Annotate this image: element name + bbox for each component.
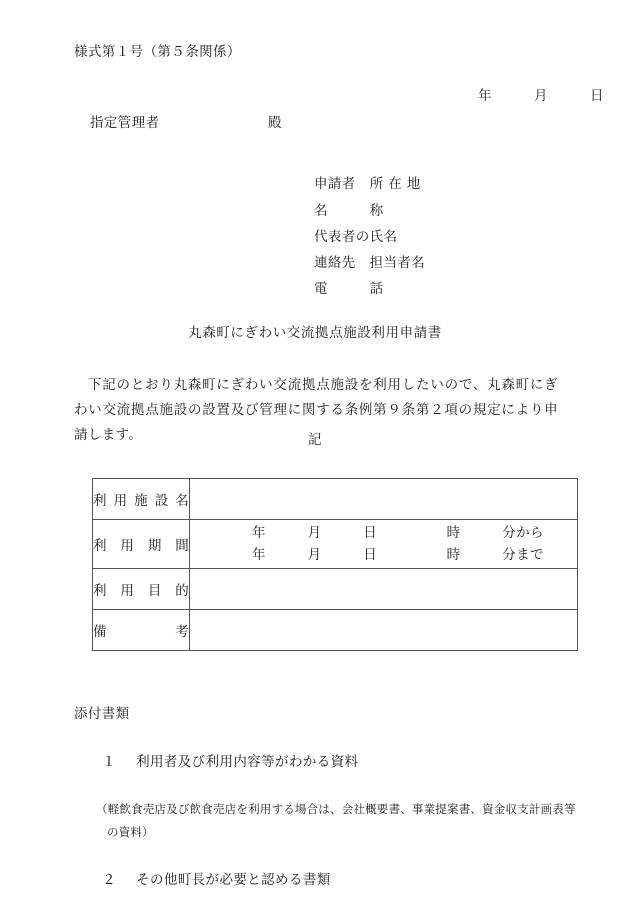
attachment-item-1-note: （軽飲食売店及び飲食売店を利用する場合は、会社概要書、事業提案書、資金収支計画表等 xyxy=(96,802,576,816)
attachment-item-1 xyxy=(74,726,574,798)
attachment-item-1-number: １ xyxy=(102,754,117,770)
addressee-label: 指定管理者 xyxy=(90,115,160,131)
attachment-item-1-text: 利用者及び利用内容等がわかる資料 xyxy=(136,754,359,770)
application-table xyxy=(92,478,578,651)
row-label-facility-name: 利用施設名 xyxy=(93,479,190,520)
row-value-remarks[interactable] xyxy=(190,610,578,651)
row-value-usage-period[interactable] xyxy=(190,520,578,569)
attachment-item-2-text: その他町長が必要と認める書類 xyxy=(136,872,331,888)
document-title: 丸森町にぎわい交流拠点施設利用申請書 xyxy=(188,325,442,341)
attachment-item-1-note-continued: の資料） xyxy=(107,825,154,839)
table-row xyxy=(93,520,578,569)
applicant-address-line: 申請者 所 在 地 xyxy=(314,176,421,192)
row-value-usage-purpose[interactable] xyxy=(190,569,578,610)
row-label-usage-period: 利用期間 xyxy=(93,520,190,569)
table-row xyxy=(93,569,578,610)
date-line: 年 月 日 xyxy=(478,88,604,104)
form-number: 様式第１号（第５条関係） xyxy=(74,44,241,60)
row-label-usage-purpose: 利用目的 xyxy=(93,569,190,610)
attachments-heading: 添付書類 xyxy=(74,706,130,722)
table-row xyxy=(93,610,578,651)
table-row xyxy=(93,479,578,520)
period-end-line: 年 月 日 時 分まで xyxy=(252,547,544,563)
attachment-item-2 xyxy=(74,844,574,916)
row-label-remarks: 備考 xyxy=(93,610,190,651)
body-paragraph: 下記のとおり丸森町にぎわい交流拠点施設を利用したいので、丸森町にぎわい交流拠点施設の設置及び管理に関する条例第９条第２項の規定により申請します。 xyxy=(74,377,558,443)
attachments-section xyxy=(74,702,574,916)
record-marker: 記 xyxy=(308,432,322,448)
applicant-name-line: 名 称 xyxy=(314,203,384,219)
addressee-honorific: 殿 xyxy=(268,115,282,131)
contact-person-line: 連絡先 担当者名 xyxy=(314,255,426,271)
attachment-item-2-number: ２ xyxy=(102,872,117,888)
period-start-line: 年 月 日 時 分から xyxy=(252,525,544,541)
applicant-representative-line: 代表者の氏名 xyxy=(314,229,398,245)
row-value-facility-name[interactable] xyxy=(190,479,578,520)
contact-phone-line: 電 話 xyxy=(314,281,384,297)
